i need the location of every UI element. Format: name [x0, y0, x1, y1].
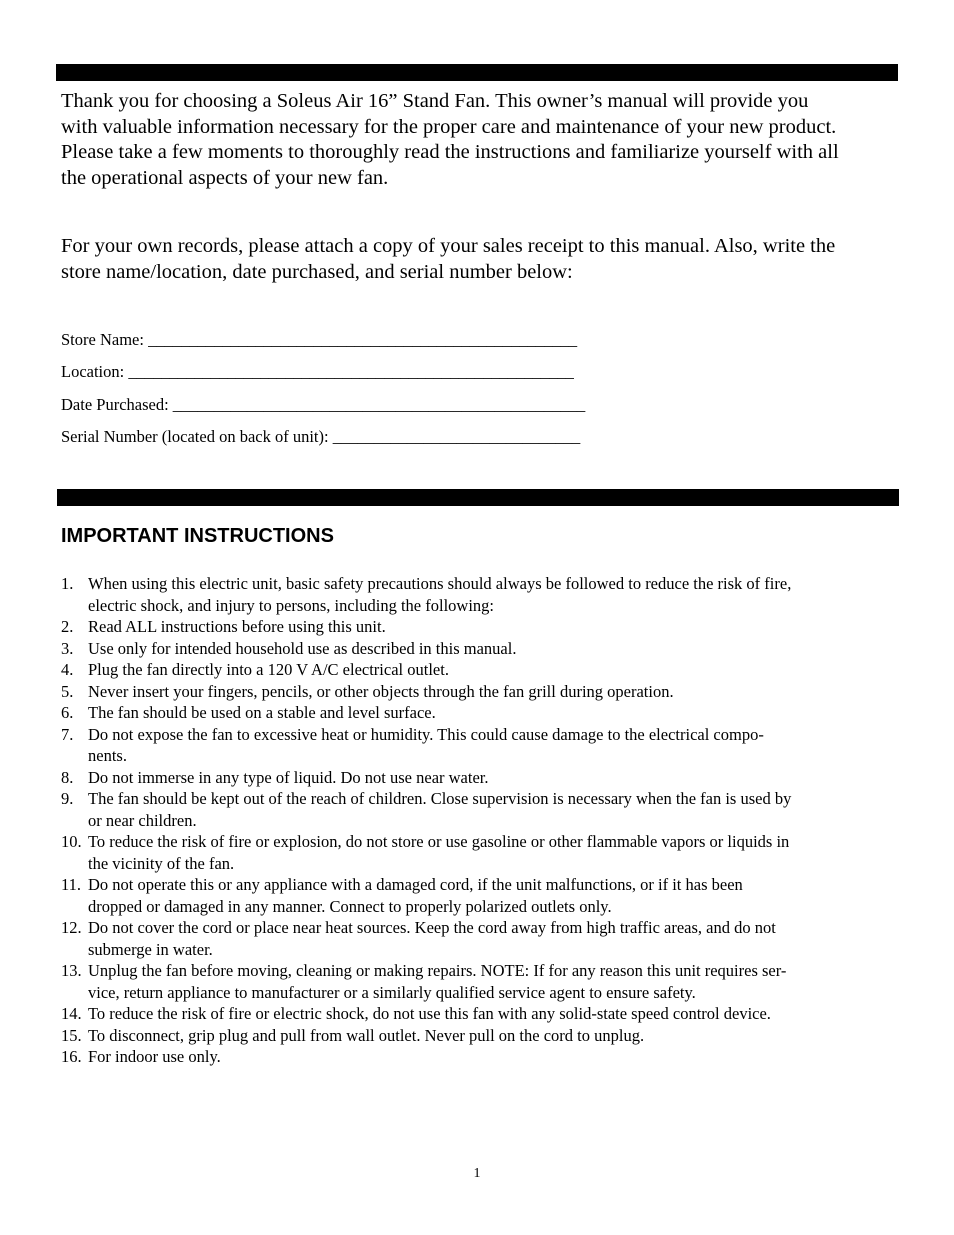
field-label: Serial Number (located on back of unit): [61, 426, 333, 446]
list-item-number: 13. [61, 961, 82, 980]
list-item [61, 659, 901, 681]
list-item-text: Never insert your fingers, pencils, or other objects through the fan grill during operation. [88, 681, 674, 701]
location-field[interactable] [61, 361, 585, 393]
purchase-info-fields [61, 329, 585, 458]
list-item [61, 681, 901, 703]
serial-number-field[interactable] [61, 426, 585, 458]
section-heading: IMPORTANT INSTRUCTIONS [61, 525, 334, 547]
list-item [61, 917, 901, 960]
store-name-field[interactable] [61, 329, 585, 361]
field-blank-line: ____________________________________________________ [148, 330, 578, 349]
list-item-number: 10. [61, 832, 82, 851]
list-item [61, 638, 901, 660]
list-item [61, 616, 901, 638]
list-item [61, 1025, 901, 1047]
field-blank-line: ______________________________ [332, 426, 581, 446]
list-item [61, 724, 901, 767]
list-item-text: To disconnect, grip plug and pull from wall outlet. Never pull on the cord to unplug. [88, 1025, 645, 1045]
list-item-text: Unplug the fan before moving, cleaning or making repairs. NOTE: If for any reason this unit requires ser- vice, return appliance to manufacturer or a similarly qualified service agent to ensure safety. [88, 961, 787, 1002]
list-item [61, 1003, 901, 1025]
list-item-number: 16. [61, 1047, 82, 1066]
list-item-number: 11. [61, 875, 82, 894]
list-item-text: Do not expose the fan to excessive heat or humidity. This could cause damage to the electrical compo- nents. [88, 724, 764, 765]
list-item-text: Plug the fan directly into a 120 V A/C electrical outlet. [88, 660, 449, 679]
list-item [61, 767, 901, 789]
list-item-number: 9. [61, 789, 74, 808]
intro-paragraph: Thank you for choosing a Soleus Air 16” Stand Fan. This owner’s manual will provide you with valuable information necessary for the proper care and maintenance of your new product. Please take a few moments to thoroughly read the instructions and familiarize yourself with all the operational aspects of your new fan. [61, 90, 839, 189]
field-blank-line: ______________________________________________________ [128, 362, 574, 382]
list-item-text: When using this electric unit, basic safety precautions should always be followed to reduce the risk of fire, electric shock, and injury to persons, including the following: [88, 574, 792, 615]
page-number: 1 [473, 1166, 481, 1181]
top-divider-bar [56, 64, 898, 81]
list-item-number: 15. [61, 1025, 82, 1045]
list-item-text: For indoor use only. [88, 1047, 221, 1066]
list-item [61, 702, 901, 724]
field-label: Date Purchased: [61, 394, 173, 414]
list-item-text: Do not operate this or any appliance with a damaged cord, if the unit malfunctions, or if it has been dropped or damaged in any manner. Connect to properly polarized outlets only. [88, 875, 743, 916]
list-item-text: Use only for intended household use as described in this manual. [88, 638, 517, 658]
list-item-number: 5. [61, 681, 74, 701]
field-label: Store Name: [61, 330, 149, 349]
list-item-number: 1. [61, 574, 74, 593]
field-label: Location: [61, 362, 129, 382]
list-item-number: 3. [61, 638, 74, 658]
list-item-number: 14. [61, 1004, 82, 1023]
date-purchased-field[interactable] [61, 394, 585, 426]
list-item-text: The fan should be kept out of the reach of children. Close supervision is necessary when the fan is used by or near children. [88, 789, 792, 830]
section-divider-bar [57, 489, 899, 506]
list-item-text: Do not immerse in any type of liquid. Do not use near water. [88, 767, 489, 787]
list-item-text: Do not cover the cord or place near heat sources. Keep the cord away from high traffic areas, and do not submerge in water. [88, 918, 776, 959]
list-item [61, 1046, 901, 1068]
list-item [61, 573, 901, 616]
list-item-number: 2. [61, 617, 74, 636]
list-item-number: 12. [61, 918, 82, 937]
field-blank-line: __________________________________________________ [172, 394, 586, 414]
list-item [61, 831, 901, 874]
list-item-number: 6. [61, 703, 74, 722]
list-item-number: 7. [61, 724, 74, 744]
list-item-number: 8. [61, 767, 74, 787]
list-item-text: The fan should be used on a stable and level surface. [88, 703, 436, 722]
list-item-text: Read ALL instructions before using this unit. [88, 617, 386, 636]
list-item-text: To reduce the risk of fire or electric shock, do not use this fan with any solid-state speed control device. [88, 1004, 771, 1023]
list-item [61, 788, 901, 831]
list-item [61, 960, 901, 1003]
records-paragraph: For your own records, please attach a copy of your sales receipt to this manual. Also, write the store name/location, date purchased, and serial number below: [61, 235, 836, 283]
instructions-list [61, 573, 901, 1068]
list-item [61, 874, 901, 917]
list-item-text: To reduce the risk of fire or explosion, do not store or use gasoline or other flammable vapors or liquids in the vicinity of the fan. [88, 832, 790, 873]
list-item-number: 4. [61, 660, 74, 679]
